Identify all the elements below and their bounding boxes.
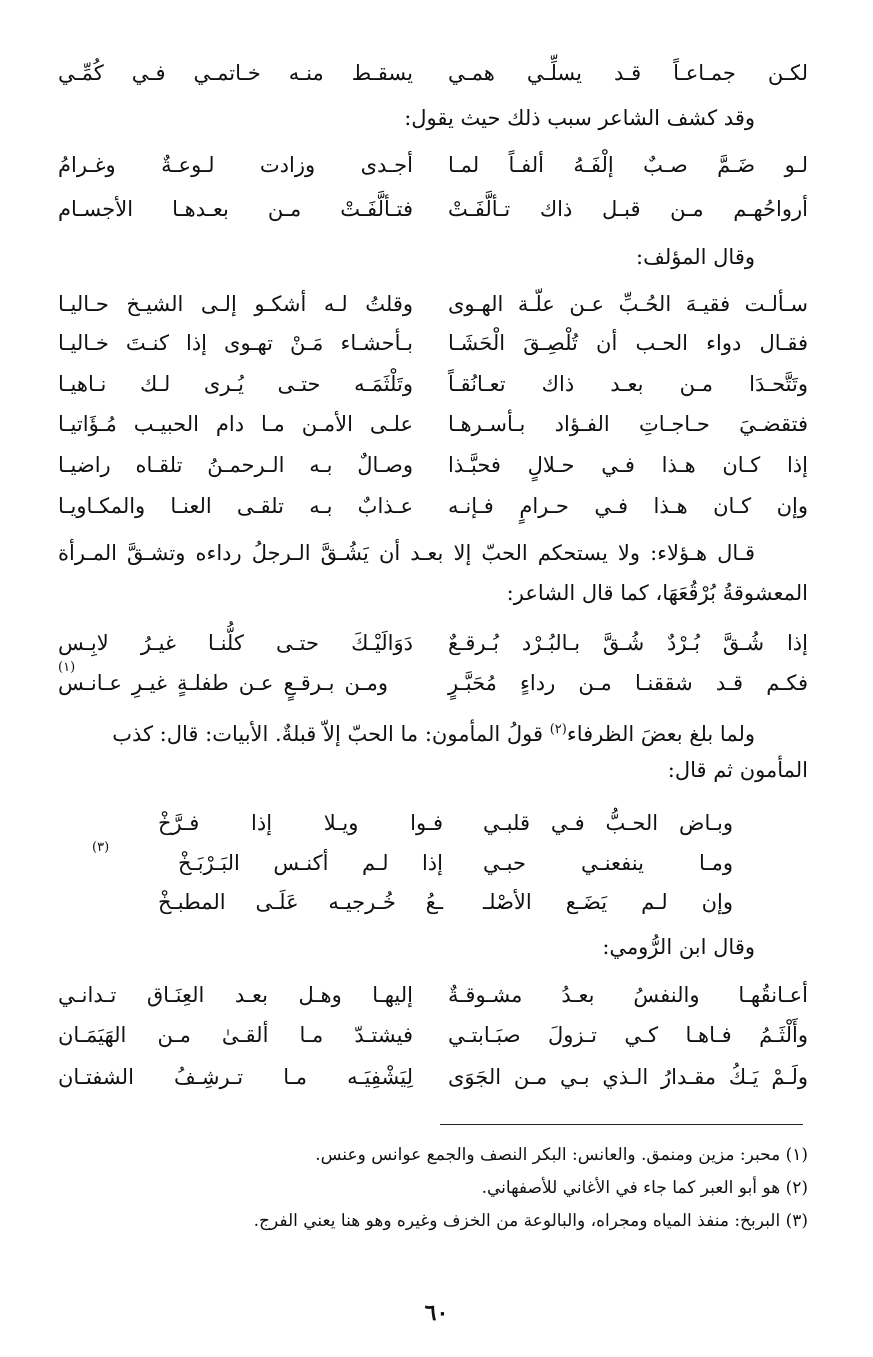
- footnote-marker: (٢): [549, 722, 567, 737]
- hemistich-first: لكـن جمـاعـاً قـد يسلِّـي همـي: [448, 61, 808, 85]
- footnote-marker: (١): [58, 660, 76, 675]
- verse: [58, 666, 808, 700]
- paragraph-text: ولما بلغ بعضَ الظرفاء: [566, 722, 755, 746]
- verse-top: [58, 56, 808, 90]
- hemistich-second: ومـن بـرقـعٍ عـن طفلـةٍ غيـرِ عـانـس: [58, 671, 388, 695]
- paragraph-intro: وقد كشف الشاعر سبب ذلك حيث يقول:: [404, 106, 755, 130]
- footnote: (٣) البربخ: منفذ المياه ومجراه، والبالوعة من الخزف وغيره وهو هنا يعني الفرج.: [253, 1211, 808, 1231]
- hemistich-first: ولَـمْ يَـكُ مقـدارُ الـذي بـي مـن الجَوَى: [448, 1065, 808, 1089]
- footnote-divider: [440, 1124, 803, 1125]
- hemistich-second: إذا لـم أكنـس البَـرْبَـخْ: [178, 851, 443, 875]
- hemistich-first: إذا كـان هـذا فـي حـلالٍ فحبَّـذا: [448, 453, 808, 477]
- hemistich-first: وبـاض الحـبُّ فـي قلبـي: [483, 811, 733, 835]
- hemistich-second: عـذابٌ بـه تلقـى العنـا والمكـاويـا: [58, 494, 413, 518]
- hemistich-first: فتقضـيَ حـاجـاتِ الفـؤاد بـأسـرهـا: [448, 412, 808, 436]
- hemistich-first: وأَلْثَـمُ فـاهـا كـي تـزولَ صبَـابتـي: [448, 1023, 808, 1047]
- verse: [58, 192, 808, 226]
- verse: [58, 1018, 808, 1052]
- verse: [58, 287, 808, 321]
- hemistich-second: وتَلْثَمَـه حتـى يُـرى لـك نـاهيـا: [58, 372, 413, 396]
- hemistich-first: سـألـت فقيـهَ الحُـبِّ عـن علّـة الهـوى: [448, 292, 808, 316]
- hemistich-second: إليهـا وهـل بعـد العِنَـاق تـدانـي: [58, 983, 413, 1007]
- page-number: ٦٠: [424, 1300, 449, 1326]
- hemistich-first: فقـال دواء الحـب أن تُلْصِـقَ الْحَشَـا: [448, 331, 808, 355]
- hemistich-second: لِيَشْفِيَـه مـا تـرشِـفُ الشفتـان: [58, 1065, 413, 1089]
- hemistich-second: بـأحشـاء مَـنْ تهـوى إذا كنـتَ خـاليـا: [58, 331, 413, 355]
- paragraph-line: المعشوقةُ بُرْقُعَهَا، كما قال الشاعر:: [506, 581, 808, 605]
- verse: [58, 846, 808, 880]
- hemistich-second: ـعُ خُـرجيـه عَلَـى المطبـخْ: [158, 890, 443, 914]
- hemistich-second: وصـالٌ بـه الـرحمـنُ تلقـاه راضيـا: [58, 453, 413, 477]
- verse: [58, 626, 808, 660]
- hemistich-second: يسقـط منـه خـاتمـي فـي كُمِّـي: [58, 61, 413, 85]
- paragraph-line: المأمون ثم قال:: [667, 758, 808, 782]
- hemistich-second: فتـألَّفَـتْ مـن بعـدهـا الأجسـام: [58, 197, 413, 221]
- verse: [58, 1060, 808, 1094]
- hemistich-second: فـوا ويـلا إذا فـرَّخْ: [158, 811, 443, 835]
- hemistich-first: إذا شُـقَّ بُـرْدٌ شُـقَّ بـالبُـرْد بُـرقـعٌ: [448, 631, 808, 655]
- footnote: (١) محبر: مزين ومنمق. والعانس: البكر النصف والجمع عوانس وعنس.: [315, 1145, 808, 1165]
- hemistich-second: أجـدى وزادت لـوعـةٌ وغـرامُ: [58, 153, 413, 177]
- verse: [58, 978, 808, 1012]
- verse: [58, 407, 808, 441]
- hemistich-first: أعـانقُهـا والنفسُ بعـدُ مشـوقـةٌ: [448, 983, 808, 1007]
- paragraph-text: قولُ المأمون: ما الحبّ إلاّ قبلةٌ. الأبيات: قال: كذب: [112, 722, 550, 746]
- footnote: (٢) هو أبو العبر كما جاء في الأغاني للأصفهاني.: [481, 1178, 808, 1198]
- hemistich-first: وإن لـم يَضَـع الأصْلـ: [483, 890, 733, 914]
- hemistich-first: أرواحُهـم مـن قبـل ذاك تـألَّفَـتْ: [448, 197, 808, 221]
- hemistich-second: دَوَالَيْـكَ حتـى كلُّنـا غيـرُ لابِـس: [58, 631, 413, 655]
- hemistich-second: وقلتُ لـه أشكـو إلـى الشيـخ حـاليـا: [58, 292, 413, 316]
- hemistich-second: فيشتـدّ مـا ألقـىٰ مـن الهَيَمَـان: [58, 1023, 413, 1047]
- hemistich-second: علـى الأمـن مـا دام الحبيـب مُـؤَاتيـا: [58, 412, 413, 436]
- paragraph-line: وقال ابن الرُّومي:: [602, 935, 755, 959]
- verse: [58, 326, 808, 360]
- verse: [58, 885, 808, 919]
- footnote-marker: (٣): [92, 840, 110, 855]
- hemistich-first: وإن كـان هـذا فـي حـرامٍ فـإنـه: [448, 494, 808, 518]
- hemistich-first: لـو ضَـمَّ صـبٌ إلْفَـهُ ألفـاً لمـا: [448, 153, 808, 177]
- verse: [58, 148, 808, 182]
- hemistich-first: وتَتَّحـدَا مـن بعـد ذاك تعـانُقـاً: [448, 372, 808, 396]
- verse: [58, 489, 808, 523]
- hemistich-first: ومـا ينفعنـي حبـي: [483, 851, 733, 875]
- paragraph-line: قـال هـؤلاء: ولا يستحكم الحبّ إلا بعـد أن يَشُـقَّ الـرجلُ رداءه وتشـقَّ المـرأة: [58, 541, 755, 565]
- paragraph-author: وقال المؤلف:: [636, 245, 755, 269]
- verse: [58, 806, 808, 840]
- paragraph-line: [58, 715, 755, 749]
- hemistich-first: فكـم قـد شققنـا مـن رداءٍ مُحَبَّـرٍ: [448, 671, 808, 695]
- verse: [58, 367, 808, 401]
- verse: [58, 448, 808, 482]
